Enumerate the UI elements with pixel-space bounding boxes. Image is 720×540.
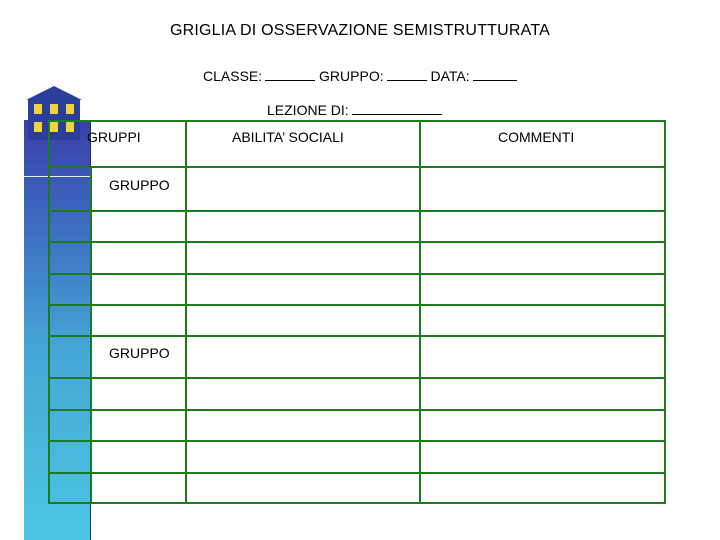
row-divider — [48, 472, 666, 474]
lezione-field — [267, 101, 442, 118]
column-divider — [185, 120, 187, 504]
header-abilita-sociali: ABILITA’ SOCIALI — [232, 129, 344, 145]
header-row-divider — [48, 166, 666, 168]
row-divider — [48, 409, 666, 411]
row-divider — [48, 273, 666, 275]
classe-label: CLASSE: — [203, 68, 263, 84]
group-label: GRUPPO — [109, 177, 170, 193]
row-divider — [48, 210, 666, 212]
gruppo-label: GRUPPO: — [319, 68, 384, 84]
header-fields — [203, 67, 517, 84]
page-title: GRIGLIA DI OSSERVAZIONE SEMISTRUTTURATA — [169, 22, 550, 39]
header-commenti: COMMENTI — [498, 129, 575, 145]
data-label: DATA: — [430, 68, 470, 84]
row-divider — [48, 241, 666, 243]
row-divider — [48, 440, 666, 442]
row-divider — [48, 335, 666, 337]
data-blank — [473, 67, 517, 81]
group-label: GRUPPO — [109, 345, 170, 361]
row-divider — [48, 377, 666, 379]
lezione-blank — [352, 101, 442, 115]
row-divider — [48, 304, 666, 306]
lezione-label: LEZIONE DI: — [267, 102, 349, 118]
header-gruppi: GRUPPI — [87, 129, 141, 145]
classe-blank — [265, 67, 315, 81]
column-divider — [419, 120, 421, 504]
gruppo-blank — [387, 67, 427, 81]
